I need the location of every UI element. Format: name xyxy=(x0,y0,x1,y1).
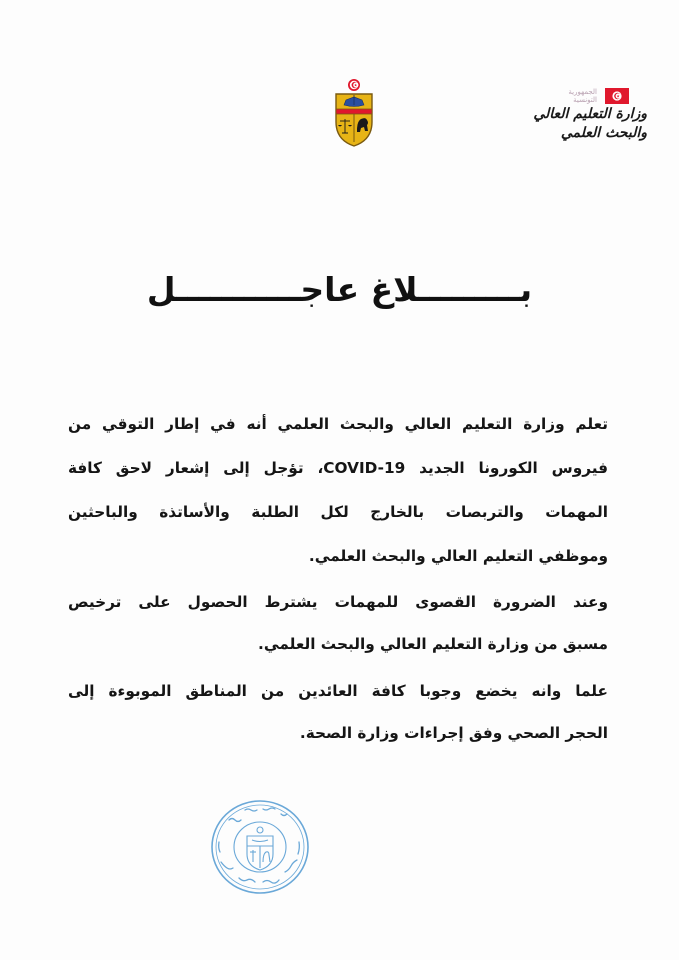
paragraph-1 xyxy=(68,402,608,578)
paragraph-3-line-1: علما وانه يخضع وجوبا كافة العائدين من المناطق الموبوءة إلى xyxy=(68,682,608,700)
paragraph-3 xyxy=(68,670,608,754)
paragraph-1-line-3: المهمات والتربصات بالخارج لكل الطلبة والأساتذة والباحثين xyxy=(68,503,608,521)
tunisia-coat-of-arms-icon xyxy=(330,78,378,148)
ministry-official-stamp-icon xyxy=(209,798,311,896)
paragraph-2-line-1: وعند الضرورة القصوى للمهمات يشترط الحصول على ترخيص xyxy=(68,593,608,611)
tunisia-flag-icon xyxy=(605,88,629,104)
paragraph-1-line-2: فيروس الكورونا الجديد COVID-19، تؤجل إلى إشعار لاحق كافة xyxy=(68,459,608,477)
paragraph-1-line-1: تعلم وزارة التعليم العالي والبحث العلمي أنه في إطار التوقي من xyxy=(68,415,608,433)
ministry-name-line-1: وزارة التعليم العالي xyxy=(533,106,647,122)
ministry-header xyxy=(489,88,649,158)
ministry-name-line-2: والبحث العلمي xyxy=(560,125,647,141)
ministry-name xyxy=(487,105,647,143)
paragraph-2-line-2: مسبق من وزارة التعليم العالي والبحث العلمي. xyxy=(258,635,608,653)
document-title: بـــــــــلاغ عاجـــــــــــل xyxy=(146,270,533,309)
paragraph-1-line-4: وموظفي التعليم العالي والبحث العلمي. xyxy=(308,547,608,565)
paragraph-3-line-2: الحجر الصحي وفق إجراءات وزارة الصحة. xyxy=(299,724,608,742)
paragraph-2 xyxy=(68,581,608,665)
republic-label: الجمهورية التونسية xyxy=(568,88,597,104)
announcement-body xyxy=(68,402,608,754)
